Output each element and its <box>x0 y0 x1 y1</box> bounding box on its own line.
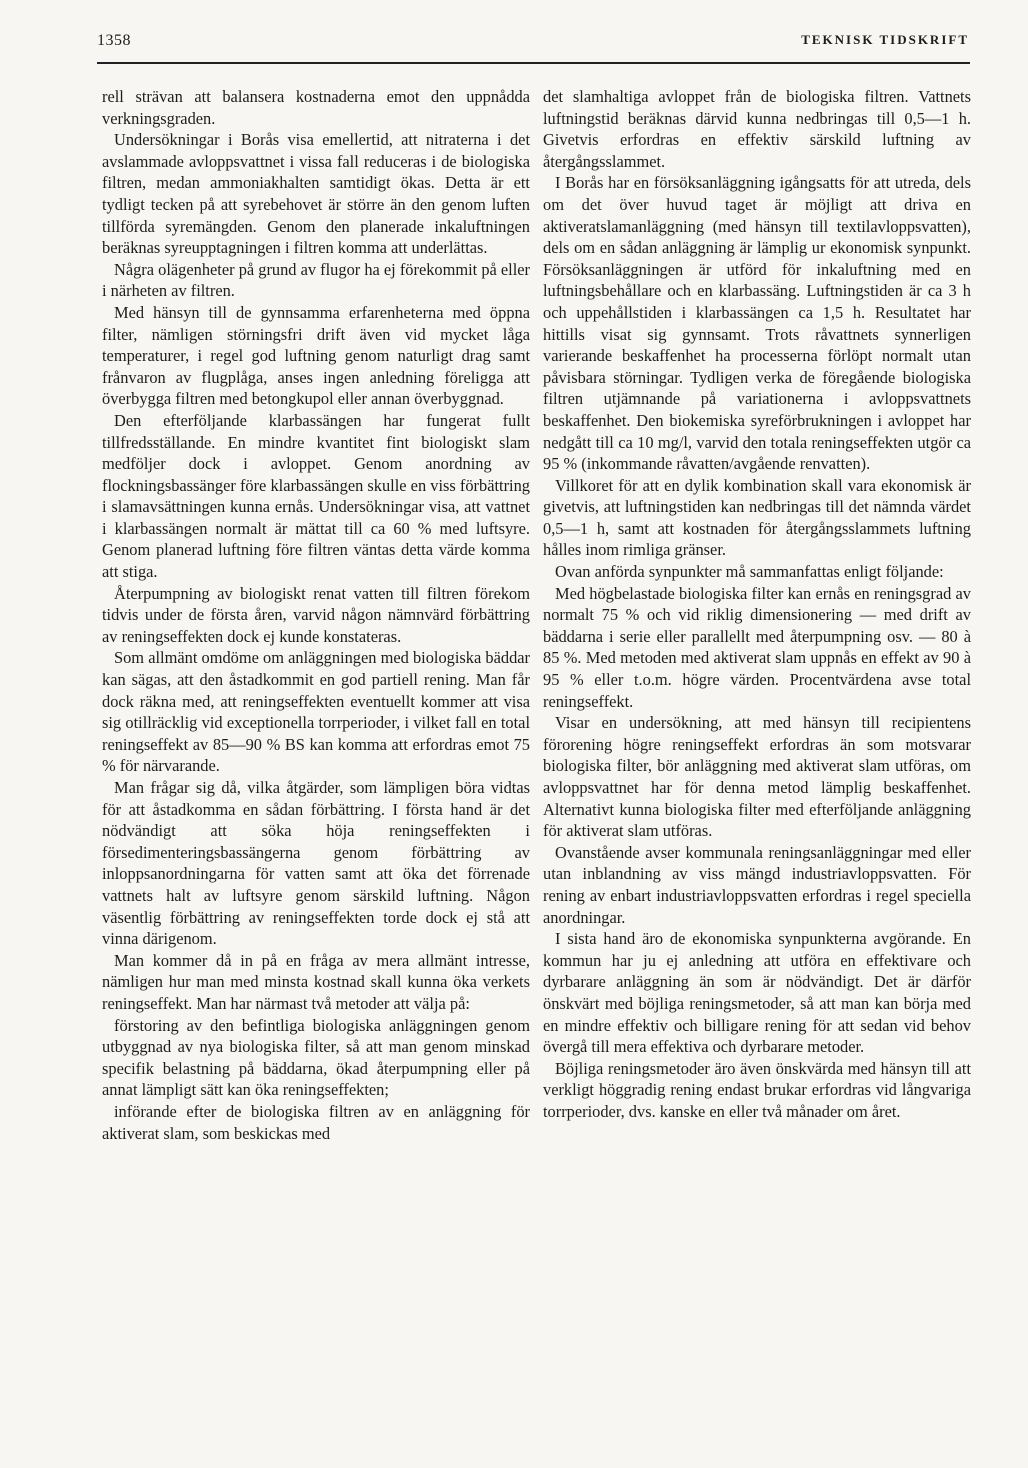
paragraph: I sista hand äro de ekonomiska synpunkterna avgörande. En kommun har ju ej anledning att utföra en effektivare och dyrbarare anläggning än som är nödvändigt. Det är därför önskvärt med böjliga reningsmetoder, så att man kan börja med en mindre effektiv och billigare rening för att sedan vid behov övergå till mera effektiva och dyrbarare metoder. <box>543 929 971 1057</box>
paragraph: Med hänsyn till de gynnsamma erfarenheterna med öppna filter, nämligen störningsfri drift även vid mycket låga temperaturer, i regel god luftning genom naturligt drag samt frånvaron av flugplåga, anses ingen anledning föreligga att överbygga filtren med betongkupol eller annan överbyggnad. <box>102 302 530 409</box>
paragraph: Återpumpning av biologiskt renat vatten till filtren förekom tidvis under de första åren, varvid någon nämnvärd förbättring av reningseffekten dock ej kunde konstateras. <box>102 583 530 646</box>
left-column <box>102 86 530 1144</box>
paragraph: Böjliga reningsmetoder äro även önskvärda med hänsyn till att verkligt höggradig rening endast brukar erfordras vid långvariga torrperioder, dvs. kanske en eller två månader om året. <box>543 1058 971 1121</box>
paragraph: Med högbelastade biologiska filter kan ernås en reningsgrad av normalt 75 % och vid riklig dimensionering — med drift av bäddarna i serie eller parallellt med återpumpning osv. — 80 à 85 %. Med metoden med aktiverat slam uppnås en effekt av 90 à 95 % eller t.o.m. högre värden. Procentvärdena avse total reningseffekt. <box>543 583 971 711</box>
paragraph: rell strävan att balansera kostnaderna emot den uppnådda verkningsgraden. <box>102 87 530 128</box>
paragraph: Man kommer då in på en fråga av mera allmänt intresse, nämligen hur man med minsta kostnad skall kunna öka verkets reningseffekt. Man har närmast två metoder att välja på: <box>102 950 530 1013</box>
paragraph: Villkoret för att en dylik kombination skall vara ekonomisk är givetvis, att luftningstiden kan nedbringas till det nämnda värdet 0,5—1 h, samt att kostnaden för återgångsslammets luftning hålles inom rimliga gränser. <box>543 475 971 560</box>
paragraph: Ovan anförda synpunkter må sammanfattas enligt följande: <box>555 562 944 582</box>
paragraph: Undersökningar i Borås visa emellertid, att nitraterna i det avslammade avloppsvattnet i vissa fall reduceras i de biologiska filtren, medan ammoniakhalten samtidigt ökas. Detta är ett tydligt tecken på att syrebehovet är större än den genom luften tillförda syremängden. Genom den planerade inkaluftningen beräknas syreupptagningen i filtren komma att underlättas. <box>102 130 530 258</box>
paragraph: Man frågar sig då, vilka åtgärder, som lämpligen böra vidtas för att åstadkomma en sådan förbättring. I första hand är det nödvändigt att söka höja reningseffekten i försedimenteringsbassängerna genom förbättring av inloppsanordningarna för vatten samt att öka det förrenade vattnets halt av luftsyre genom särskild luftning. Någon väsentlig förbättring av reningseffekten torde dock ej stå att vinna därigenom. <box>102 778 530 949</box>
paragraph: Visar en undersökning, att med hänsyn till recipientens förorening högre reningseffekt erfordras än som motsvarar biologiska filter, bör anläggning med aktiverat slam utföras, om avloppsvattnet har för denna metod lämplig beskaffenhet. Alternativt kunna biologiska filter med efterföljande anläggning för aktiverat slam utföras. <box>543 713 971 841</box>
paragraph: Som allmänt omdöme om anläggningen med biologiska bäddar kan sägas, att den åstadkommit en god partiell rening. Man får dock räkna med, att reningseffekten eventuellt kommer att visa sig otillräcklig vid exceptionella torrperioder, i vilket fall en total reningseffekt av 85—90 % BS kan komma att erfordras emot 75 % för närvarande. <box>102 648 530 776</box>
header-rule <box>97 62 970 64</box>
page-number: 1358 <box>97 32 131 49</box>
paragraph: Några olägenheter på grund av flugor ha ej förekommit på eller i närheten av filtren. <box>102 259 530 301</box>
paragraph: I Borås har en försöksanläggning igångsatts för att utreda, dels om det över huvud taget är möjligt att driva en aktiveratslamanläggning (med hänsyn till textilavloppsvatten), dels om en sådan anläggning är lämplig ur ekonomisk synpunkt. Försöksanläggningen är utförd för inkaluftning med en luftningsbehållare och en klarbassäng. Luftningstiden är ca 3 h och uppehållstiden i klarbassängen ca 1,5 h. Resultatet har hittills visat sig gynnsamt. Trots råvattnets synnerligen varierande beskaffenhet ha processerna förlöpt normalt utan påvisbara störningar. Tydligen verka de föregående biologiska filtren utjämnande på variationerna i avloppsvattnets beskaffenhet. Den biokemiska syreförbrukningen i avloppet har nedgått till ca 10 mg/l, varvid den totala reningseffekten utgör ca 95 % (inkommande råvatten/avgående renvatten). <box>543 173 971 474</box>
paragraph: Den efterföljande klarbassängen har fungerat fullt tillfredsställande. En mindre kvantitet fint biologiskt slam medföljer dock i avloppet. Genom anordning av flockningsbassänger före klarbassängen skulle en viss förbättring i slamavsättningen kunna ernås. Undersökningar visa, att vattnet i klarbassängen normalt är mättat till ca 60 % med luftsyre. Genom planerad luftning före filtren väntas detta värde komma att stiga. <box>102 410 530 582</box>
journal-title: TEKNISK TIDSKRIFT <box>801 32 969 47</box>
right-column <box>543 86 971 1123</box>
list-item: förstoring av den befintliga biologiska anläggningen genom utbyggnad av nya biologiska filter, så att man genom minskad specifik belastning på bäddarna, ökad återpumpning eller på annat lämpligt sätt kan öka reningseffekten; <box>102 1015 530 1100</box>
page-header <box>97 30 969 60</box>
paragraph: det slamhaltiga avloppet från de biologiska filtren. Vattnets luftningstid beräknas därvid kunna nedbringas till 0,5—1 h. Givetvis erfordras en effektiv särskild luftning av återgångsslammet. <box>543 87 971 171</box>
paragraph: Ovanstående avser kommunala reningsanläggningar med eller utan inblandning av viss mängd industriavloppsvatten. För rening av enbart industriavloppsvatten erfordras i regel speciella anordningar. <box>543 842 971 927</box>
list-item: införande efter de biologiska filtren av en anläggning för aktiverat slam, som beskickas med <box>102 1101 530 1143</box>
